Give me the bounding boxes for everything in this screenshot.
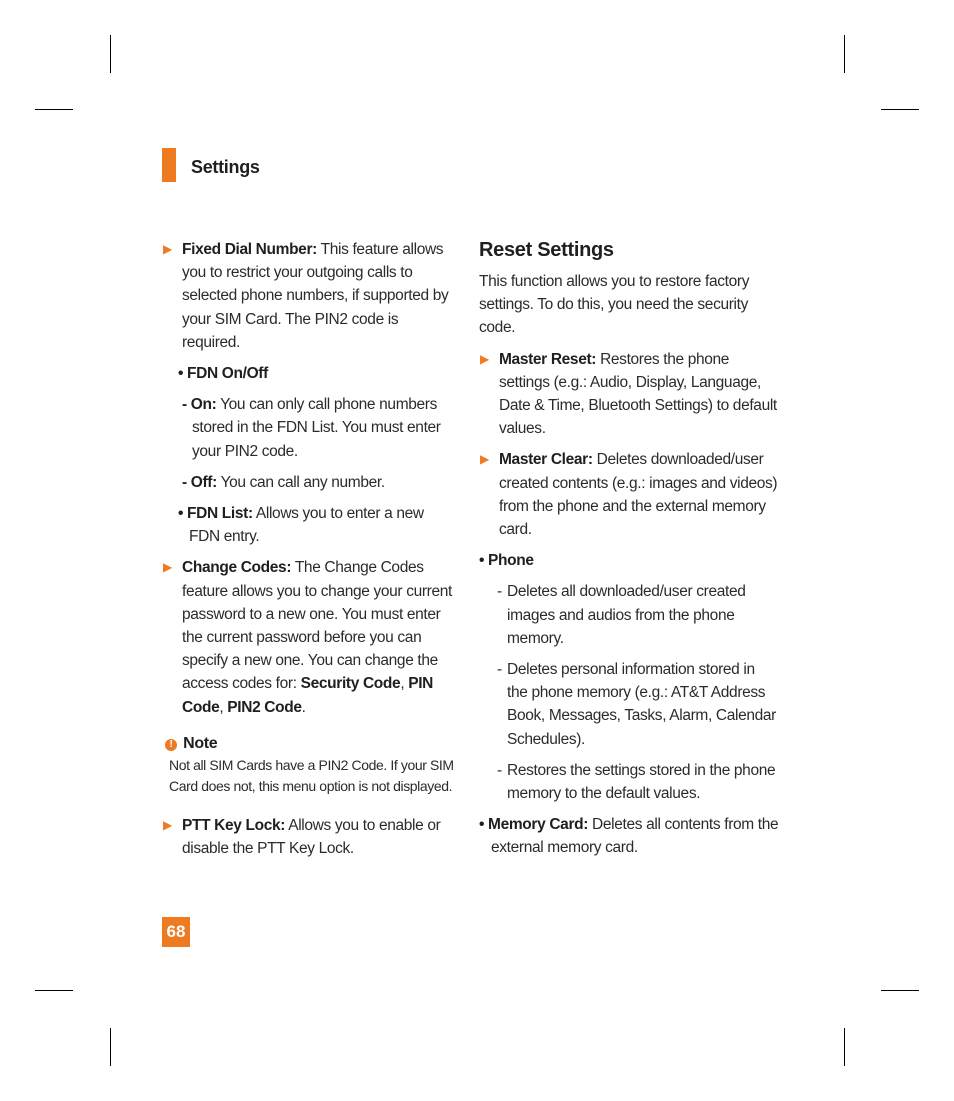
fdn-on-label: - On:: [182, 396, 217, 414]
change-codes-label: Change Codes:: [182, 559, 292, 577]
change-codes-item: [162, 556, 458, 718]
separator: ,: [400, 675, 409, 693]
page-number: 68: [162, 917, 190, 947]
master-reset-label: Master Reset:: [499, 350, 597, 368]
fdn-list-text: Allows you to enter a new FDN entry.: [189, 505, 424, 546]
triangle-right-icon: ▶: [163, 242, 172, 256]
crop-mark: [35, 109, 73, 110]
reset-intro: This function allows you to restore factory settings. To do this, you need the security code.: [479, 273, 750, 337]
fdn-on-text: You can only call phone numbers stored in the FDN List. You must enter your PIN2 code.: [192, 396, 441, 460]
master-reset-text: Restores the phone settings (e.g.: Audio, Display, Language, Date & Time, Bluetooth Settings) to default values.: [499, 350, 777, 438]
crop-mark: [881, 990, 919, 991]
fdn-list-label: • FDN List:: [178, 505, 253, 523]
ptt-text: Allows you to enable or disable the PTT Key Lock.: [182, 816, 441, 858]
phone-bullet: [479, 549, 779, 572]
master-clear-item: [479, 448, 779, 541]
dash-marker: -: [497, 761, 502, 779]
reset-settings-heading: Reset Settings: [479, 239, 614, 261]
fdn-onoff-item: [162, 362, 458, 385]
ptt-item: [162, 814, 458, 860]
exclamation-circle-icon: !: [165, 739, 177, 751]
note-heading: [162, 733, 458, 755]
crop-mark: [110, 35, 111, 73]
period: .: [301, 698, 306, 716]
note-title: Note: [183, 734, 218, 752]
fdn-on-item: [162, 393, 458, 463]
triangle-right-icon: ▶: [480, 452, 489, 467]
pin2-code-label: PIN2 Code: [227, 698, 302, 716]
crop-mark: [844, 35, 845, 73]
fdn-off-label: - Off:: [182, 473, 217, 491]
phone-sub-text: Restores the settings stored in the phone memory to the default values.: [507, 761, 776, 803]
section-title: Settings: [191, 157, 260, 177]
crop-mark: [35, 990, 73, 991]
phone-label: • Phone: [479, 552, 534, 570]
fdn-label: Fixed Dial Number:: [182, 241, 317, 258]
master-clear-label: Master Clear:: [499, 451, 593, 469]
fdn-item: [162, 238, 458, 354]
crop-mark: [881, 109, 919, 110]
memory-card-label: • Memory Card:: [479, 816, 589, 834]
security-code-label: Security Code: [300, 675, 401, 693]
phone-sub-item: [497, 580, 779, 650]
phone-sub-text: Deletes all downloaded/user created images and audios from the phone memory.: [507, 583, 746, 647]
master-reset-item: [479, 348, 779, 441]
master-clear-text: Deletes downloaded/user created contents (e.g.: images and videos) from the phone and the external memory card.: [499, 451, 778, 539]
right-column: [479, 238, 779, 868]
note-text: Not all SIM Cards have a PIN2 Code. If your SIM Card does not, this menu option is not displayed.: [169, 756, 454, 795]
fdn-list-item: [162, 502, 458, 548]
phone-sub-item: [497, 759, 779, 805]
separator: ,: [219, 698, 228, 716]
pin-code-label: PIN Code: [182, 675, 434, 716]
dash-marker: -: [497, 661, 502, 679]
left-column: [162, 238, 458, 868]
crop-mark: [110, 1028, 111, 1066]
phone-sub-text: Deletes personal information stored in the phone memory (e.g.: AT&T Address Book, Messages, Tasks, Alarm, Calendar Schedules).: [507, 661, 776, 748]
triangle-right-icon: ▶: [480, 351, 489, 366]
ptt-label: PTT Key Lock:: [182, 816, 286, 834]
memory-card-text: Deletes all contents from the external memory card.: [491, 816, 779, 857]
change-codes-text: The Change Codes feature allows you to change your current password to a new one. You must enter the current password before you can specify a new one. You can change the access codes for:: [182, 559, 452, 693]
memory-card-item: [479, 813, 779, 859]
fdn-off-text: You can call any number.: [216, 473, 385, 491]
triangle-right-icon: ▶: [163, 560, 172, 575]
fdn-off-item: [162, 471, 458, 494]
section-accent-bar: [162, 148, 176, 182]
fdn-onoff-label: • FDN On/Off: [178, 365, 268, 383]
triangle-right-icon: ▶: [163, 817, 172, 832]
dash-marker: -: [497, 583, 502, 601]
crop-mark: [844, 1028, 845, 1066]
phone-sub-item: [497, 658, 779, 751]
fdn-text: This feature allows you to restrict your outgoing calls to selected phone numbers, if supported by your SIM Card. The PIN2 code is required.: [182, 241, 449, 351]
